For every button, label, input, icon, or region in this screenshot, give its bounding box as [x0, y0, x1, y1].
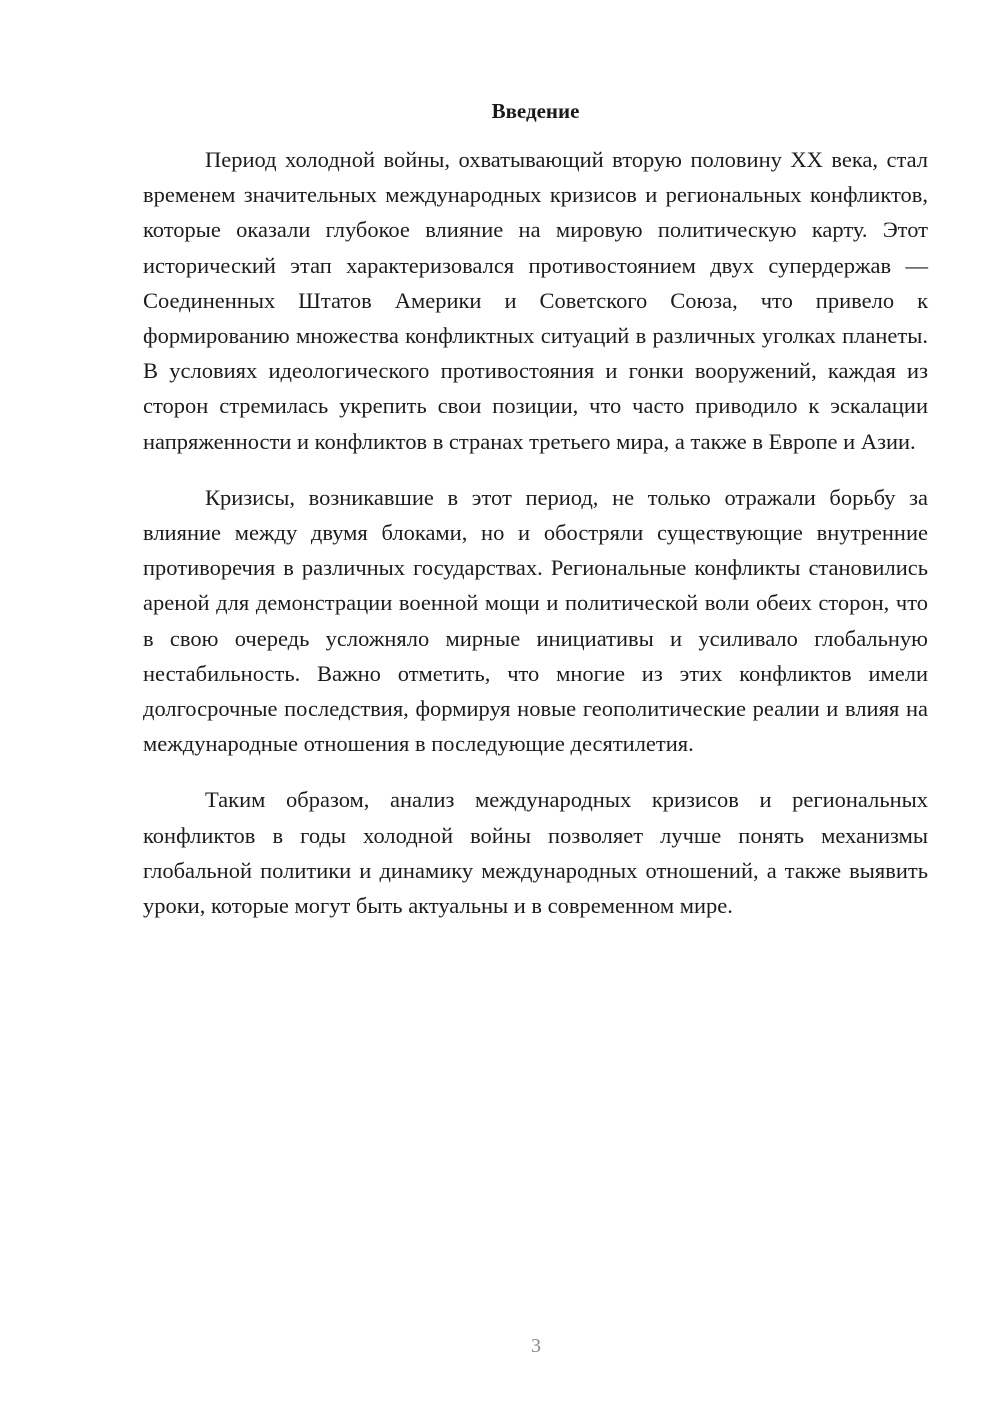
- paragraph-3: Таким образом, анализ международных кризисов и региональных конфликтов в годы холодной войны позволяет лучше понять механизмы глобальной политики и динамику международных отношений, а также выявить уроки, которые могут быть актуальны и в современном мире.: [143, 787, 928, 919]
- paragraph-1: Период холодной войны, охватывающий вторую половину XX века, стал временем значительных международных кризисов и региональных конфликтов, которые оказали глубокое влияние на мировую политическую карту. Этот исторический этап характеризовался противостоянием двух супердержав — Соединенных Штатов Америки и Советского Союза, что привело к формированию множества конфликтных ситуаций в различных уголках планеты. В условиях идеологического противостояния и гонки вооружений, каждая из сторон стремилась укрепить свои позиции, что часто приводило к эскалации напряженности и конфликтов в странах третьего мира, а также в Европе и Азии.: [143, 147, 928, 454]
- page-number: 3: [531, 1335, 541, 1357]
- page-content: [143, 96, 928, 944]
- paragraph-2: Кризисы, возникавшие в этот период, не только отражали борьбу за влияние между двумя блоками, но и обостряли существующие внутренние противоречия в различных государствах. Региональные конфликты становились ареной для демонстрации военной мощи и политической воли обеих сторон, что в свою очередь усложняло мирные инициативы и усиливало глобальную нестабильность. Важно отметить, что многие из этих конфликтов имели долгосрочные последствия, формируя новые геополитические реалии и влияя на международные отношения в последующие десятилетия.: [143, 484, 928, 757]
- section-title: Введение: [491, 99, 580, 123]
